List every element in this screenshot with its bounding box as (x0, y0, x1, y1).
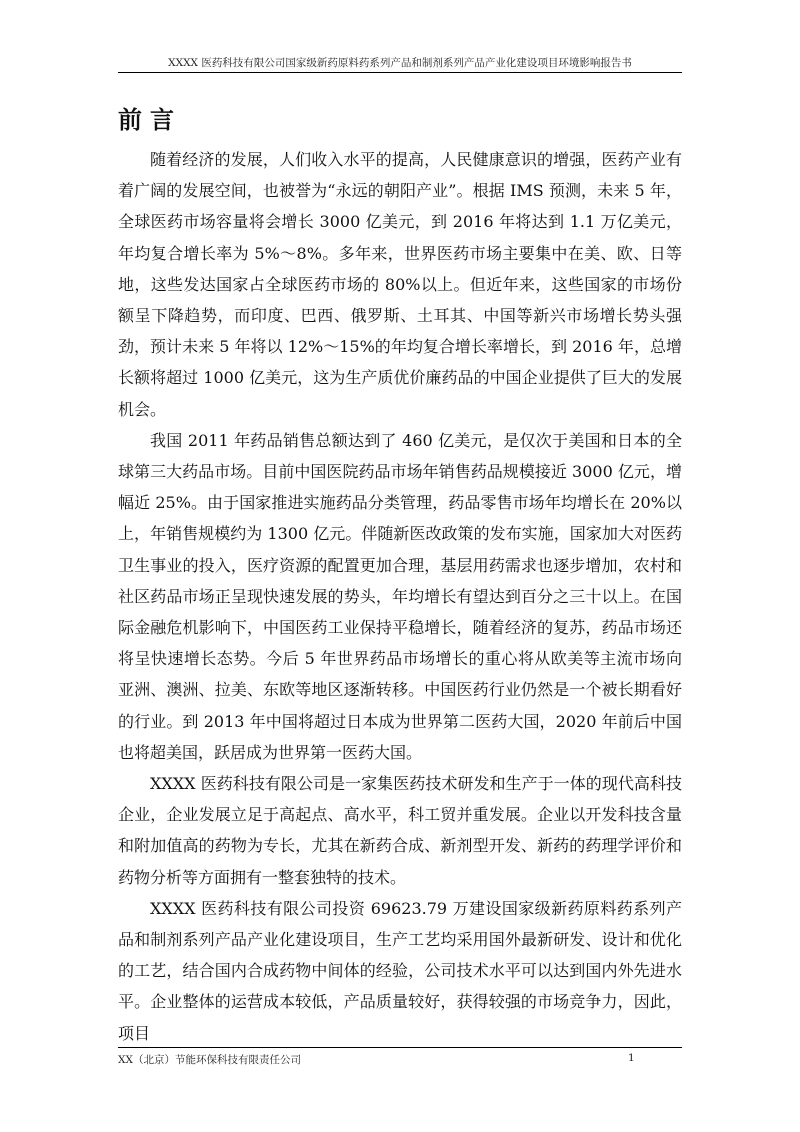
running-header: XXXX 医药科技有限公司国家级新药原料药系列产品和制剂系列产品产业化建设项目环境影响报告书 (168, 57, 632, 69)
paragraph-1: 随着经济的发展，人们收入水平的提高，人民健康意识的增强，医药产业有着广阔的发展空间，也被誉为“永远的朝阳产业”。根据 IMS 预测，未来 5 年，全球医药市场容量将会增长 3000 亿美元，到 2016 年将达到 1.1 万亿美元，年均复合增长率为 5%～8%。多年来，世界医药市场主要集中在美、欧、日等地，这些发达国家占全球医药市场的 80%以上。但近年来，这些国家的市场份额呈下降趋势，而印度、巴西、俄罗斯、土耳其、中国等新兴市场增长势头强劲，预计未来 5 年将以 12%～15%的年均复合增长率增长，到 2016 年，总增长额将超过 1000 亿美元，这为生产质优价廉药品的中国企业提供了巨大的发展机会。 (118, 150, 682, 419)
footer-company: XX（北京）节能环保科技有限责任公司 (118, 1054, 301, 1066)
footer-divider (118, 1047, 682, 1048)
paragraph-3: XXXX 医药科技有限公司是一家集医药技术研发和生产于一体的现代高科技企业，企业发展立足于高起点、高水平，科工贸并重发展。企业以开发科技含量和附加值高的药物为专长，尤其在新药合成、新剂型开发、新药的药理学评价和药物分析等方面拥有一整套独特的技术。 (118, 774, 682, 887)
section-title: 前言 (118, 106, 182, 134)
page-number: 1 (628, 1052, 635, 1064)
header-divider (118, 72, 682, 73)
paragraph-4: XXXX 医药科技有限公司投资 69623.79 万建设国家级新药原料药系列产品和制剂系列产品产业化建设项目，生产工艺均采用国外最新研发、设计和优化的工艺，结合国内合成药物中间体的经验，公司技术水平可以达到国内外先进水平。企业整体的运营成本较低，产品质量较好，获得较强的市场竞争力，因此，项目 (118, 898, 682, 1043)
body-text (118, 144, 682, 1049)
paragraph-2: 我国 2011 年药品销售总额达到了 460 亿美元，是仅次于美国和日本的全球第三大药品市场。目前中国医院药品市场年销售药品规模接近 3000 亿元，增幅近 25%。由于国家推进实施药品分类管理，药品零售市场年均增长在 20%以上，年销售规模约为 1300 亿元。伴随新医改政策的发布实施，国家加大对医药卫生事业的投入，医疗资源的配置更加合理，基层用药需求也逐步增加，农村和社区药品市场正呈现快速发展的势头，年均增长有望达到百分之三十以上。在国际金融危机影响下，中国医药工业保持平稳增长，随着经济的复苏，药品市场还将呈快速增长态势。今后 5 年世界药品市场增长的重心将从欧美等主流市场向亚洲、澳洲、拉美、东欧等地区逐渐转移。中国医药行业仍然是一个被长期看好的行业。到 2013 年中国将超过日本成为世界第二医药大国，2020 年前后中国也将超美国，跃居成为世界第一医药大国。 (118, 430, 682, 762)
